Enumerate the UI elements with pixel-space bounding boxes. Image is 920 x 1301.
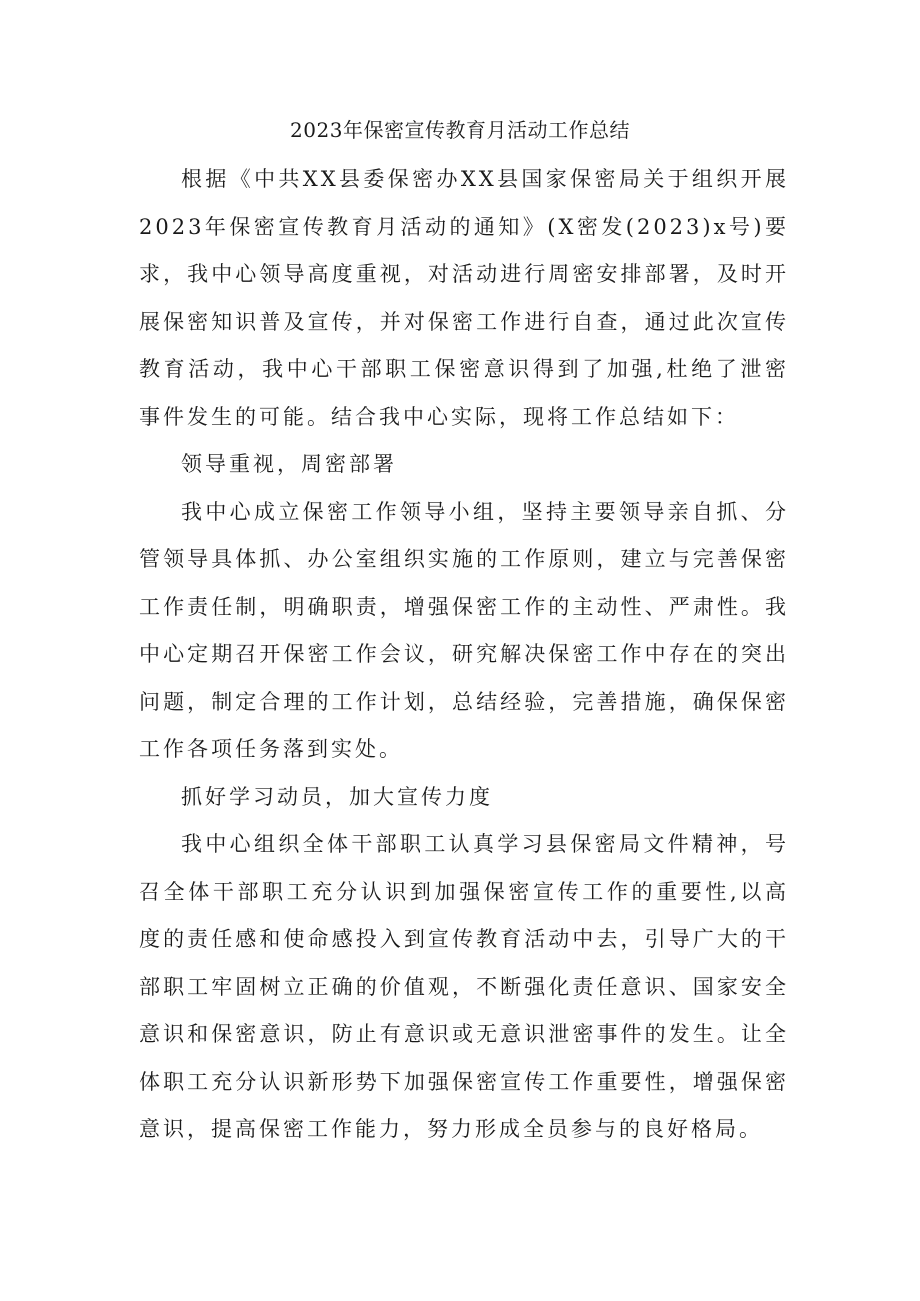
section-heading-leadership: 领导重视，周密部署	[181, 452, 397, 476]
section-paragraph-leadership: 我中心成立保密工作领导小组，坚持主要领导亲自抓、分管领导具体抓、办公室组织实施的工作原则，建立与完善保密工作责任制，明确职责，增强保密工作的主动性、严肃性。我中心定期召开保密工作会议，研究解决保密工作中存在的突出问题，制定合理的工作计划，总结经验，完善措施，确保保密工作各项任务落到实处。	[139, 499, 789, 761]
document-body	[139, 156, 789, 1154]
intro-paragraph: 根据《中共XX县委保密办XX县国家保密局关于组织开展2023年保密宣传教育月活动的通知》(X密发(2023)x号)要求，我中心领导高度重视，对活动进行周密安排部署，及时开展保密知识普及宣传，并对保密工作进行自查，通过此次宣传教育活动，我中心干部职工保密意识得到了加强,杜绝了泄密事件发生的可能。结合我中心实际，现将工作总结如下：	[139, 167, 789, 429]
document-title: 2023年保密宣传教育月活动工作总结	[290, 118, 630, 142]
section-heading-study: 抓好学习动员，加大宣传力度	[181, 784, 493, 809]
section-paragraph-study: 我中心组织全体干部职工认真学习县保密局文件精神，号召全体干部职工充分认识到加强保密宣传工作的重要性,以高度的责任感和使命感投入到宣传教育活动中去，引导广大的干部职工牢固树立正确的价值观，不断强化责任意识、国家安全意识和保密意识，防止有意识或无意识泄密事件的发生。让全体职工充分认识新形势下加强保密宣传工作重要性，增强保密意识，提高保密工作能力，努力形成全员参与的良好格局。	[139, 832, 789, 1141]
